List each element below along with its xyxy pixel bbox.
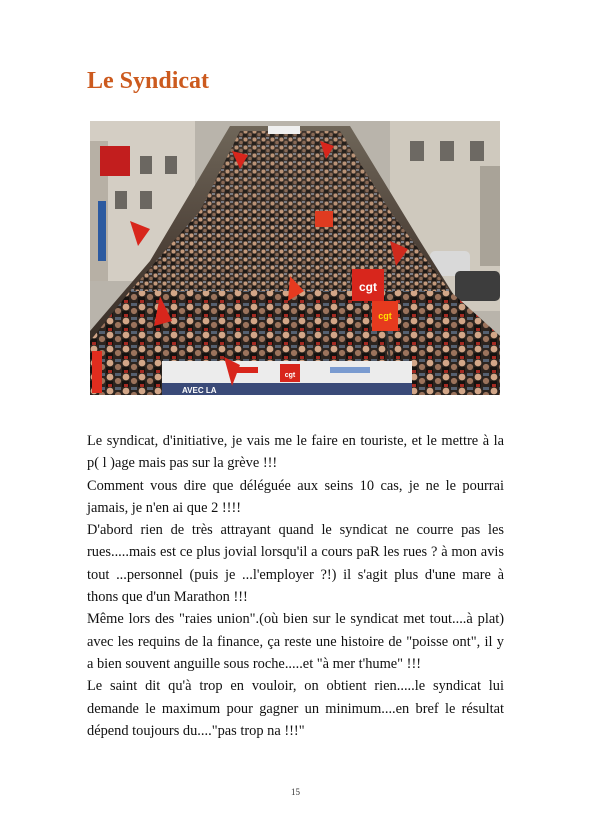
paragraph: Même lors des "raies union".(où bien sur le syndicat met tout....à plat) avec les requins de la finance, ça reste une histoire de "poisse ont", il y a bien souvent anguille sous roche.....et "à mer t'hume" !!! — [87, 611, 504, 672]
page-number: 15 — [291, 787, 300, 797]
page-title: Le Syndicat — [87, 68, 210, 94]
paragraph: Comment vous dire que déléguée aux seins 10 cas, je ne le pourrai jamais, je n'en ai que 2 !!!! — [87, 477, 504, 516]
protest-photo — [90, 121, 500, 395]
cgt-flag-label: cgt — [359, 280, 377, 294]
paragraph: Le syndicat, d'initiative, je vais me le faire en touriste, et le mettre à la p( l )age mais pas sur la grève !!! — [87, 433, 504, 472]
cgt-flag-label: cgt — [378, 311, 392, 321]
paragraph: Le saint dit qu'à trop en vouloir, on obtient rien.....le syndicat lui demande le maximum pour gagner un minimum....en bref le résultat dépend toujours du...."pas trop na !!!" — [87, 678, 504, 739]
red-flag — [315, 211, 333, 227]
cgt-flag-label: cgt — [284, 372, 296, 379]
front-banner-label: AVEC LA — [182, 386, 217, 395]
body-text — [87, 430, 504, 742]
paragraph: D'abord rien de très attrayant quand le syndicat ne courre pas les rues.....mais est ce plus jovial lorsqu'il a cours paR les rues ? à mon avis tout ...personnel (puis je ...l'employer ?!) il s'agit plus d'une mare à thons que d'un Marathon !!! — [87, 522, 504, 606]
